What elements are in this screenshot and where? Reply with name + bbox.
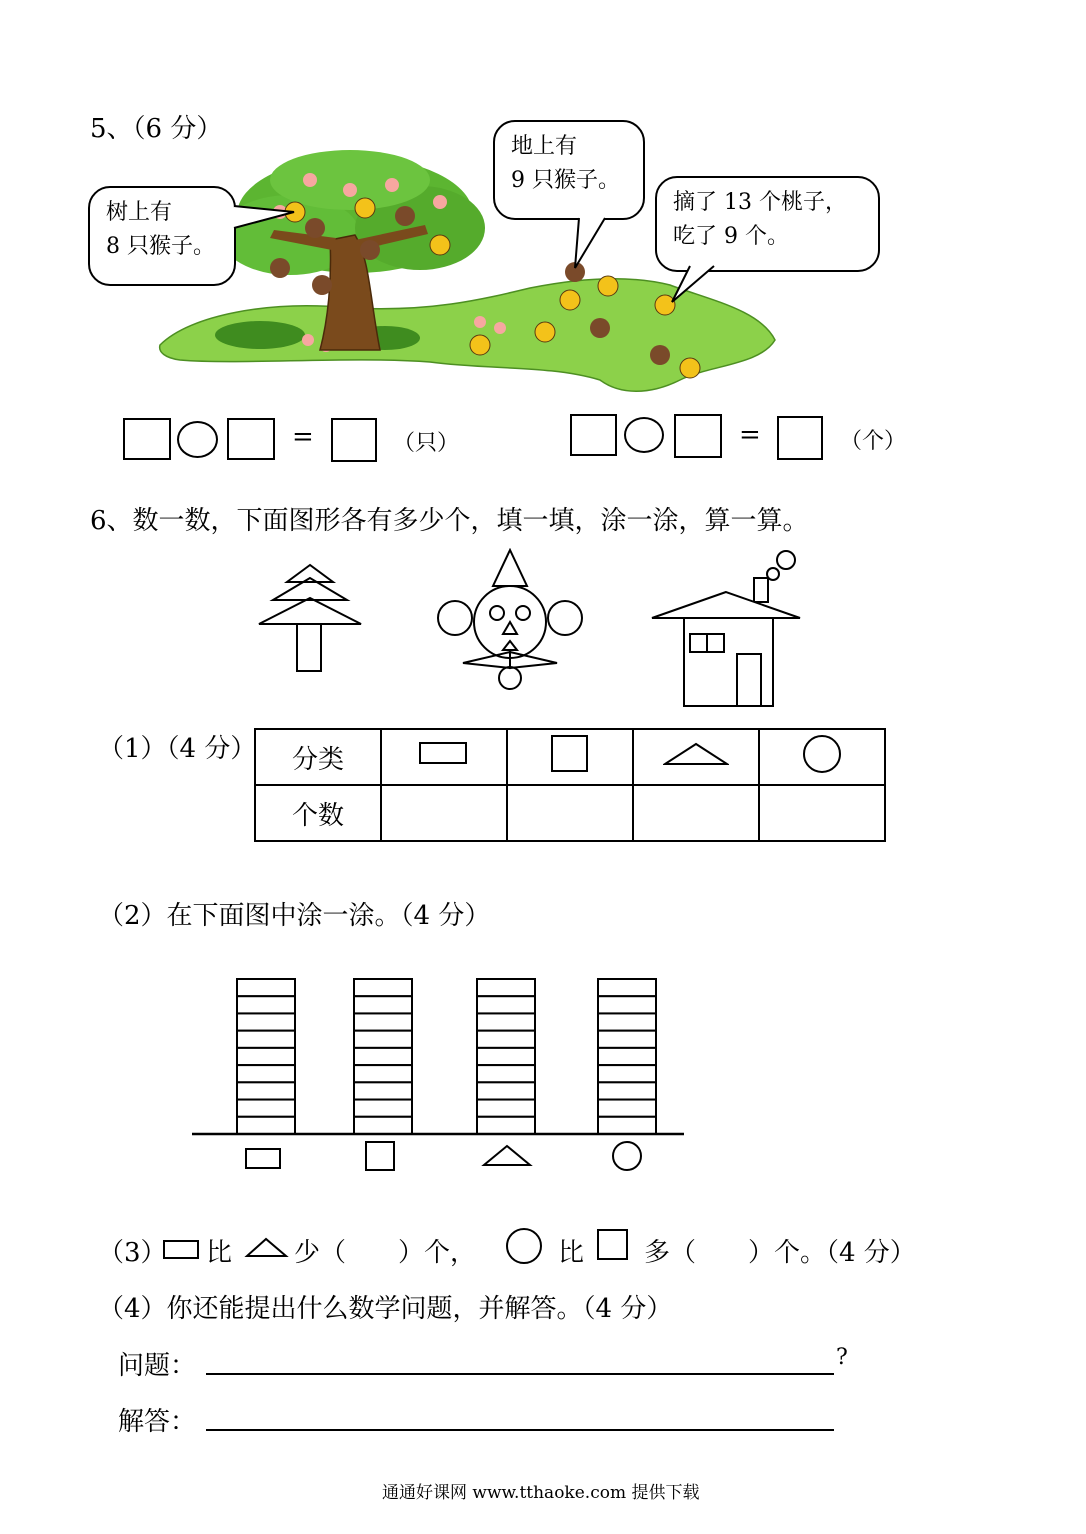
bubble-peach [655, 176, 880, 272]
answer-box[interactable] [570, 414, 617, 456]
rectangle-icon [162, 1238, 202, 1262]
color-cell[interactable] [598, 1013, 656, 1030]
color-cell[interactable] [598, 1100, 656, 1117]
q6-heading: 6、数一数，下面图形各有多少个，填一填，涂一涂，算一算。 [90, 506, 809, 536]
color-cell[interactable] [237, 996, 295, 1013]
equals-sign: = [292, 422, 314, 452]
color-cell[interactable] [598, 1065, 656, 1082]
unit-label: （个） [840, 429, 907, 454]
color-cell[interactable] [477, 1117, 535, 1134]
color-cell[interactable] [354, 979, 412, 996]
part4-label: （4）你还能提出什么数学问题，并解答。（4 分） [98, 1294, 673, 1324]
bar-column-circle-icon[interactable] [598, 979, 656, 1134]
part2-label: （2）在下面图中涂一涂。（4 分） [98, 901, 491, 931]
triangle-column-head [633, 729, 759, 785]
row-head-count: 个数 [255, 785, 381, 841]
color-cell[interactable] [237, 1117, 295, 1134]
count-cell-triangle[interactable] [633, 785, 759, 841]
circle-icon [504, 1226, 544, 1266]
count-cell-circle[interactable] [759, 785, 885, 841]
color-cell[interactable] [354, 996, 412, 1013]
rectangle-icon [418, 741, 470, 767]
bubble-peach-tail [670, 262, 730, 306]
color-cell[interactable] [354, 1082, 412, 1099]
table-row [255, 785, 885, 841]
rectangle-column-head [381, 729, 507, 785]
bar-column-triangle-icon[interactable] [477, 979, 535, 1134]
triangle-icon [244, 1236, 290, 1260]
color-cell[interactable] [598, 1082, 656, 1099]
color-cell[interactable] [477, 1048, 535, 1065]
question-label: 问题： [118, 1351, 197, 1381]
color-cell[interactable] [477, 979, 535, 996]
bar-column-rectangle-icon[interactable] [237, 979, 295, 1134]
square-icon [550, 734, 590, 774]
color-cell[interactable] [237, 1082, 295, 1099]
part3-compare-1: 比 [206, 1238, 233, 1268]
square-icon [596, 1228, 630, 1262]
bubble-tree-tail [230, 200, 300, 240]
count-cell-square[interactable] [507, 785, 633, 841]
count-cell-rectangle[interactable] [381, 785, 507, 841]
clown-figure [435, 548, 585, 693]
unit-label: （只） [393, 431, 460, 456]
circle-icon [801, 733, 843, 775]
circle-column-head [759, 729, 885, 785]
bubble-tree-line1: 树上有 [106, 200, 173, 225]
answer-box[interactable] [674, 414, 722, 458]
result-box[interactable] [331, 418, 377, 462]
triangle-icon [663, 742, 729, 766]
color-cell[interactable] [477, 1082, 535, 1099]
bubble-peach-line1: 摘了 13 个桃子， [673, 190, 847, 215]
color-cell[interactable] [354, 1048, 412, 1065]
house-figure [648, 548, 808, 710]
footer-text: 通通好课网 www.tthaoke.com 提供下载 [382, 1483, 700, 1503]
result-box[interactable] [777, 416, 823, 460]
color-cell[interactable] [354, 1100, 412, 1117]
color-cell[interactable] [237, 1013, 295, 1030]
color-cell[interactable] [354, 1117, 412, 1134]
equals-sign: = [739, 420, 761, 450]
color-cell[interactable] [237, 1031, 295, 1048]
color-cell[interactable] [354, 1031, 412, 1048]
part3-compare-2: 比 [558, 1238, 585, 1268]
color-cell[interactable] [598, 1031, 656, 1048]
bubble-ground-tail [565, 216, 625, 276]
bubble-ground [493, 120, 645, 220]
bubble-ground-line1: 地上有 [511, 134, 578, 159]
operator-circle[interactable] [177, 421, 218, 458]
color-cell[interactable] [237, 1065, 295, 1082]
color-cell[interactable] [477, 1100, 535, 1117]
bubble-ground-line2: 9 只猴子。 [511, 168, 620, 193]
row-head-category: 分类 [255, 729, 381, 785]
bubble-tree [88, 186, 236, 286]
color-cell[interactable] [598, 996, 656, 1013]
circle-icon [613, 1142, 641, 1170]
table-row [255, 729, 885, 785]
color-cell[interactable] [477, 1065, 535, 1082]
color-cell[interactable] [477, 1031, 535, 1048]
operator-circle[interactable] [624, 417, 664, 453]
color-cell[interactable] [237, 1100, 295, 1117]
answer-box[interactable] [227, 418, 275, 460]
triangle-icon [484, 1146, 530, 1165]
color-cell[interactable] [354, 1013, 412, 1030]
color-cell[interactable] [354, 1065, 412, 1082]
color-cell[interactable] [598, 979, 656, 996]
part3-prefix: （3） [98, 1238, 167, 1268]
coloring-bar-chart[interactable] [190, 975, 690, 1175]
color-cell[interactable] [477, 1013, 535, 1030]
color-cell[interactable] [598, 1048, 656, 1065]
classification-table [254, 728, 886, 842]
color-cell[interactable] [237, 979, 295, 996]
bubble-peach-line2: 吃了 9 个。 [673, 224, 789, 249]
square-column-head [507, 729, 633, 785]
part3-less-blank: 少（ ）个， [294, 1238, 477, 1268]
color-cell[interactable] [477, 996, 535, 1013]
part1-label: （1）（4 分） [98, 734, 257, 764]
square-icon [366, 1142, 394, 1170]
question-mark: ? [836, 1345, 848, 1370]
bubble-tree-line2: 8 只猴子。 [106, 234, 215, 259]
answer-box[interactable] [123, 418, 171, 460]
tree-figure [255, 560, 365, 675]
q5-heading: 5、（6 分） [90, 114, 223, 144]
rectangle-icon [246, 1149, 280, 1168]
bar-column-square-icon[interactable] [354, 979, 412, 1134]
answer-line[interactable] [206, 1429, 834, 1431]
color-cell[interactable] [598, 1117, 656, 1134]
color-cell[interactable] [237, 1048, 295, 1065]
question-answer-line[interactable] [206, 1373, 834, 1375]
part3-more-blank: 多（ ）个。（4 分） [644, 1238, 916, 1268]
answer-label: 解答： [118, 1407, 197, 1437]
